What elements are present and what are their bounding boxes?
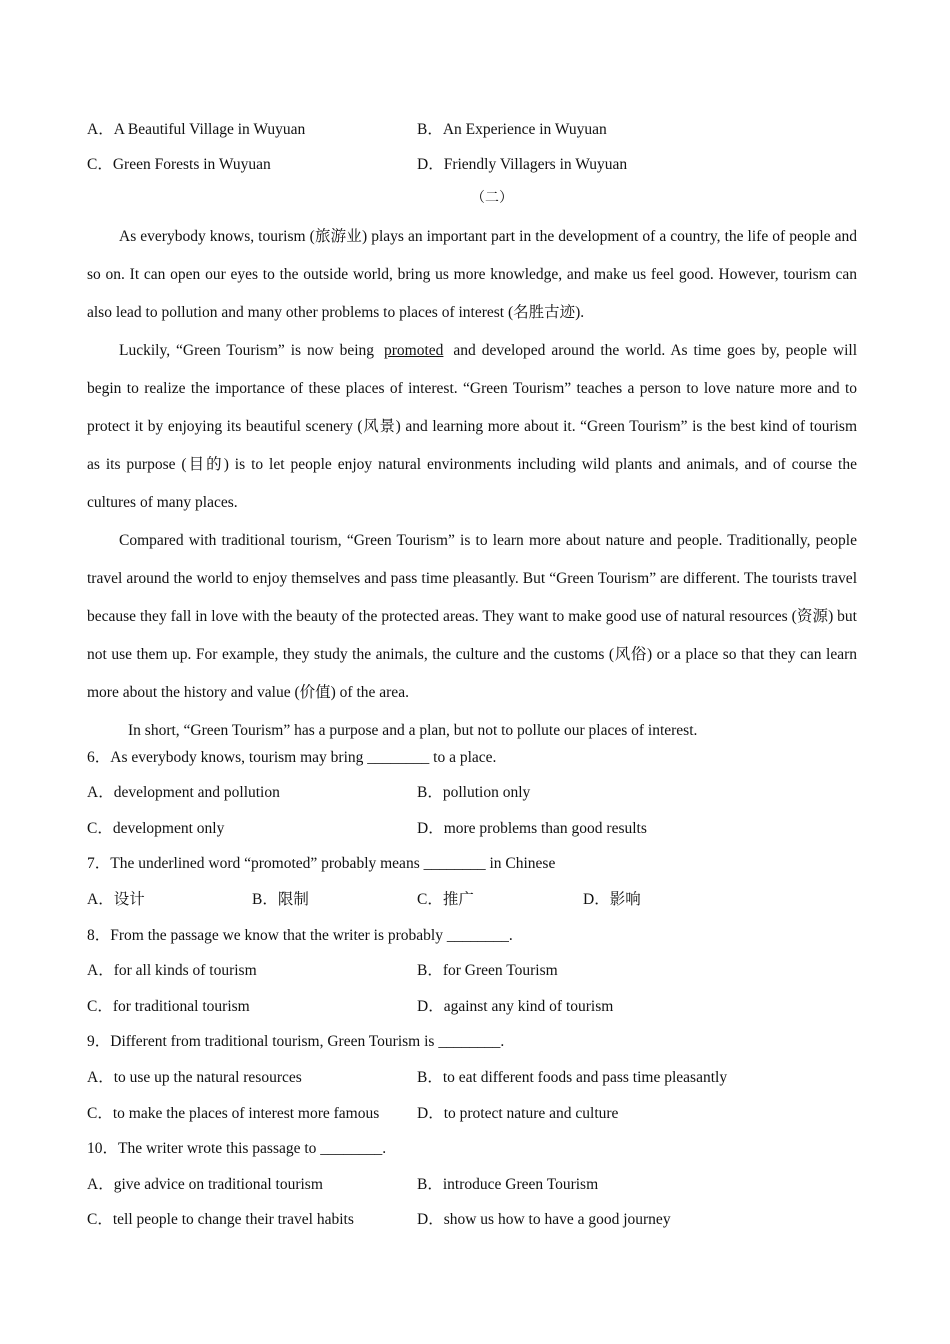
passage-p2-before: Luckily, “Green Tourism” is now being <box>119 342 375 359</box>
q8-option-a[interactable]: A．for all kinds of tourism <box>87 962 257 979</box>
passage-paragraph-4: In short, “Green Tourism” has a purpose and a plan, but not to pollute our places of interest. <box>128 722 698 739</box>
q6-option-a[interactable]: A．development and pollution <box>87 784 280 801</box>
q9-stem: 9．Different from traditional tourism, Green Tourism is ________. <box>87 1033 505 1050</box>
passage-paragraph-3: Compared with traditional tourism, “Green Tourism” is to learn more about nature and people. Traditionally, people travel around the world to enjoy themselves and pass time pleasantly. But “Green Tourism” are different. The tourists travel because they fall in love with the beauty of the protected areas. They want to make good use of natural resources (资源) but not use them up. For example, they study the animals, the culture and the customs (风俗) or a place so that they can learn more about the history and value (价值) of the area. <box>87 532 857 701</box>
q8-option-c[interactable]: C．for traditional tourism <box>87 998 250 1015</box>
reading-passage <box>87 218 857 750</box>
passage-p2-after: and developed around the world. As time goes by, people will begin to realize the importance of these places of interest. “Green Tourism” teaches a person to love nature more and to protect it by enjoying its beautiful scenery (风景) and learning more about it. “Green Tourism” is the best kind of tourism as its purpose (目的) is to let people enjoy natural environments including wild plants and animals, and of course the cultures of many places. <box>87 342 858 511</box>
section-heading: （二） <box>471 191 513 206</box>
q6-option-c[interactable]: C．development only <box>87 820 225 837</box>
q10-option-d[interactable]: D．show us how to have a good journey <box>417 1211 671 1228</box>
q7-option-a[interactable]: A．设计 <box>87 891 145 908</box>
q5-option-a[interactable]: A．A Beautiful Village in Wuyuan <box>87 121 306 138</box>
q7-option-b[interactable]: B．限制 <box>252 891 309 908</box>
q9-options-row-1 <box>87 1065 857 1089</box>
q9-options-row-2 <box>87 1101 857 1125</box>
q9-option-b[interactable]: B．to eat different foods and pass time pleasantly <box>417 1069 728 1086</box>
q5-option-d[interactable]: D．Friendly Villagers in Wuyuan <box>417 156 628 173</box>
q5-option-b[interactable]: B．An Experience in Wuyuan <box>417 121 607 138</box>
q10-stem: 10．The writer wrote this passage to ________. <box>87 1140 387 1157</box>
q5-options-row-2 <box>87 152 857 176</box>
q7-options-row <box>87 887 857 911</box>
q8-stem: 8．From the passage we know that the writer is probably ________. <box>87 927 513 944</box>
q10-option-b[interactable]: B．introduce Green Tourism <box>417 1176 599 1193</box>
q5-options-row-1 <box>87 117 857 141</box>
q6-option-b[interactable]: B．pollution only <box>417 784 531 801</box>
q7-stem: 7．The underlined word “promoted” probably means ________ in Chinese <box>87 855 556 872</box>
q9-option-c[interactable]: C．to make the places of interest more famous <box>87 1105 380 1122</box>
q8-options-row-2 <box>87 994 857 1018</box>
q10-options-row-1 <box>87 1172 857 1196</box>
passage-paragraph-1: As everybody knows, tourism (旅游业) plays an important part in the development of a country, the life of people and so on. It can open our eyes to the outside world, bring us more knowledge, and make us feel good. However, tourism can also lead to pollution and many other problems to places of interest (名胜古迹). <box>87 228 857 321</box>
q6-option-d[interactable]: D．more problems than good results <box>417 820 647 837</box>
q5-option-c[interactable]: C．Green Forests in Wuyuan <box>87 156 271 173</box>
q10-options-row-2 <box>87 1207 857 1231</box>
q6-options-row-1 <box>87 780 857 804</box>
q8-option-d[interactable]: D．against any kind of tourism <box>417 998 614 1015</box>
q7-option-d[interactable]: D．影响 <box>583 891 641 908</box>
q9-option-d[interactable]: D．to protect nature and culture <box>417 1105 619 1122</box>
underlined-word-promoted: promoted <box>384 342 444 359</box>
q10-option-a[interactable]: A．give advice on traditional tourism <box>87 1176 323 1193</box>
passage-paragraph-2 <box>87 332 857 522</box>
q6-stem: 6．As everybody knows, tourism may bring ________ to a place. <box>87 749 497 766</box>
q7-option-c[interactable]: C．推广 <box>417 891 474 908</box>
q10-option-c[interactable]: C．tell people to change their travel habits <box>87 1211 354 1228</box>
q8-options-row-1 <box>87 958 857 982</box>
q8-option-b[interactable]: B．for Green Tourism <box>417 962 558 979</box>
q6-options-row-2 <box>87 816 857 840</box>
q9-option-a[interactable]: A．to use up the natural resources <box>87 1069 302 1086</box>
